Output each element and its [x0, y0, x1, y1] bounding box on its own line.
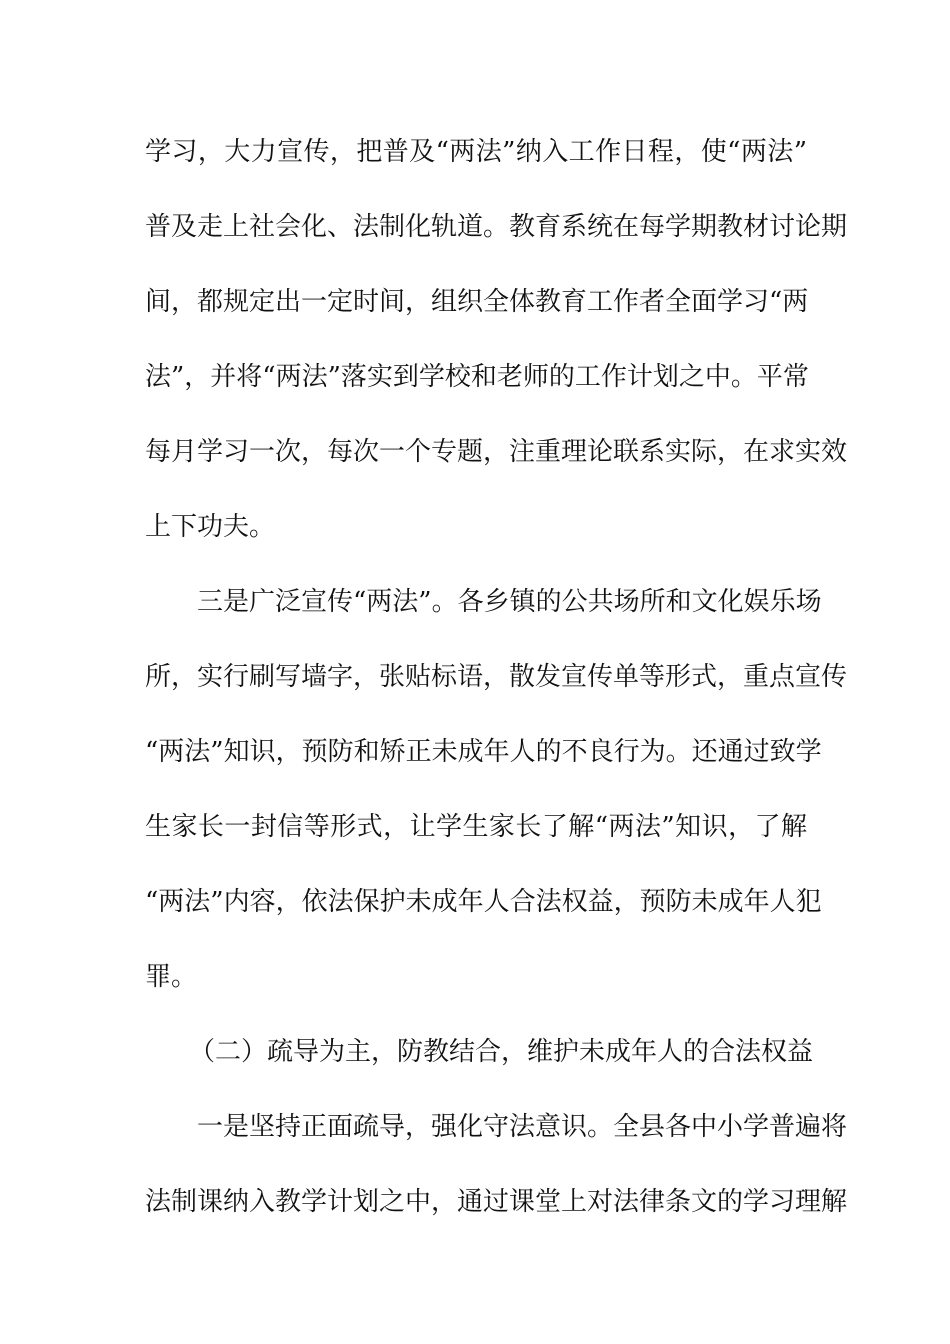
body-line: 每月学习一次，每次一个专题，注重理论联系实际，在求实效 — [145, 437, 848, 467]
paragraph-start-line: 三是广泛宣传“两法”。各乡镇的公共场所和文化娱乐场 — [197, 587, 822, 617]
document-body — [145, 128, 848, 1253]
body-line: 法制课纳入教学计划之中，通过课堂上对法律条文的学习理解 — [145, 1187, 848, 1217]
body-line: 罪。 — [145, 962, 198, 992]
body-line: 上下功夫。 — [145, 512, 276, 542]
body-line: 间，都规定出一定时间，组织全体教育工作者全面学习“两 — [145, 287, 809, 317]
body-line: 所，实行刷写墙字，张贴标语，散发宣传单等形式，重点宣传 — [145, 662, 848, 692]
body-line: 法”，并将“两法”落实到学校和老师的工作计划之中。平常 — [145, 362, 809, 392]
body-line: “两法”内容，依法保护未成年人合法权益，预防未成年人犯 — [145, 887, 822, 917]
body-line: 生家长一封信等形式，让学生家长了解“两法”知识，了解 — [145, 812, 807, 842]
body-line: “两法”知识，预防和矫正未成年人的不良行为。还通过致学 — [145, 737, 822, 767]
body-line: 普及走上社会化、法制化轨道。教育系统在每学期教材讨论期 — [145, 212, 848, 242]
paragraph-start-line: 一是坚持正面疏导，强化守法意识。全县各中小学普遍将 — [197, 1112, 848, 1142]
body-line: 学习，大力宣传，把普及“两法”纳入工作日程，使“两法” — [145, 137, 807, 167]
section-heading: （二）疏导为主，防教结合，维护未成年人的合法权益 — [189, 1037, 814, 1067]
